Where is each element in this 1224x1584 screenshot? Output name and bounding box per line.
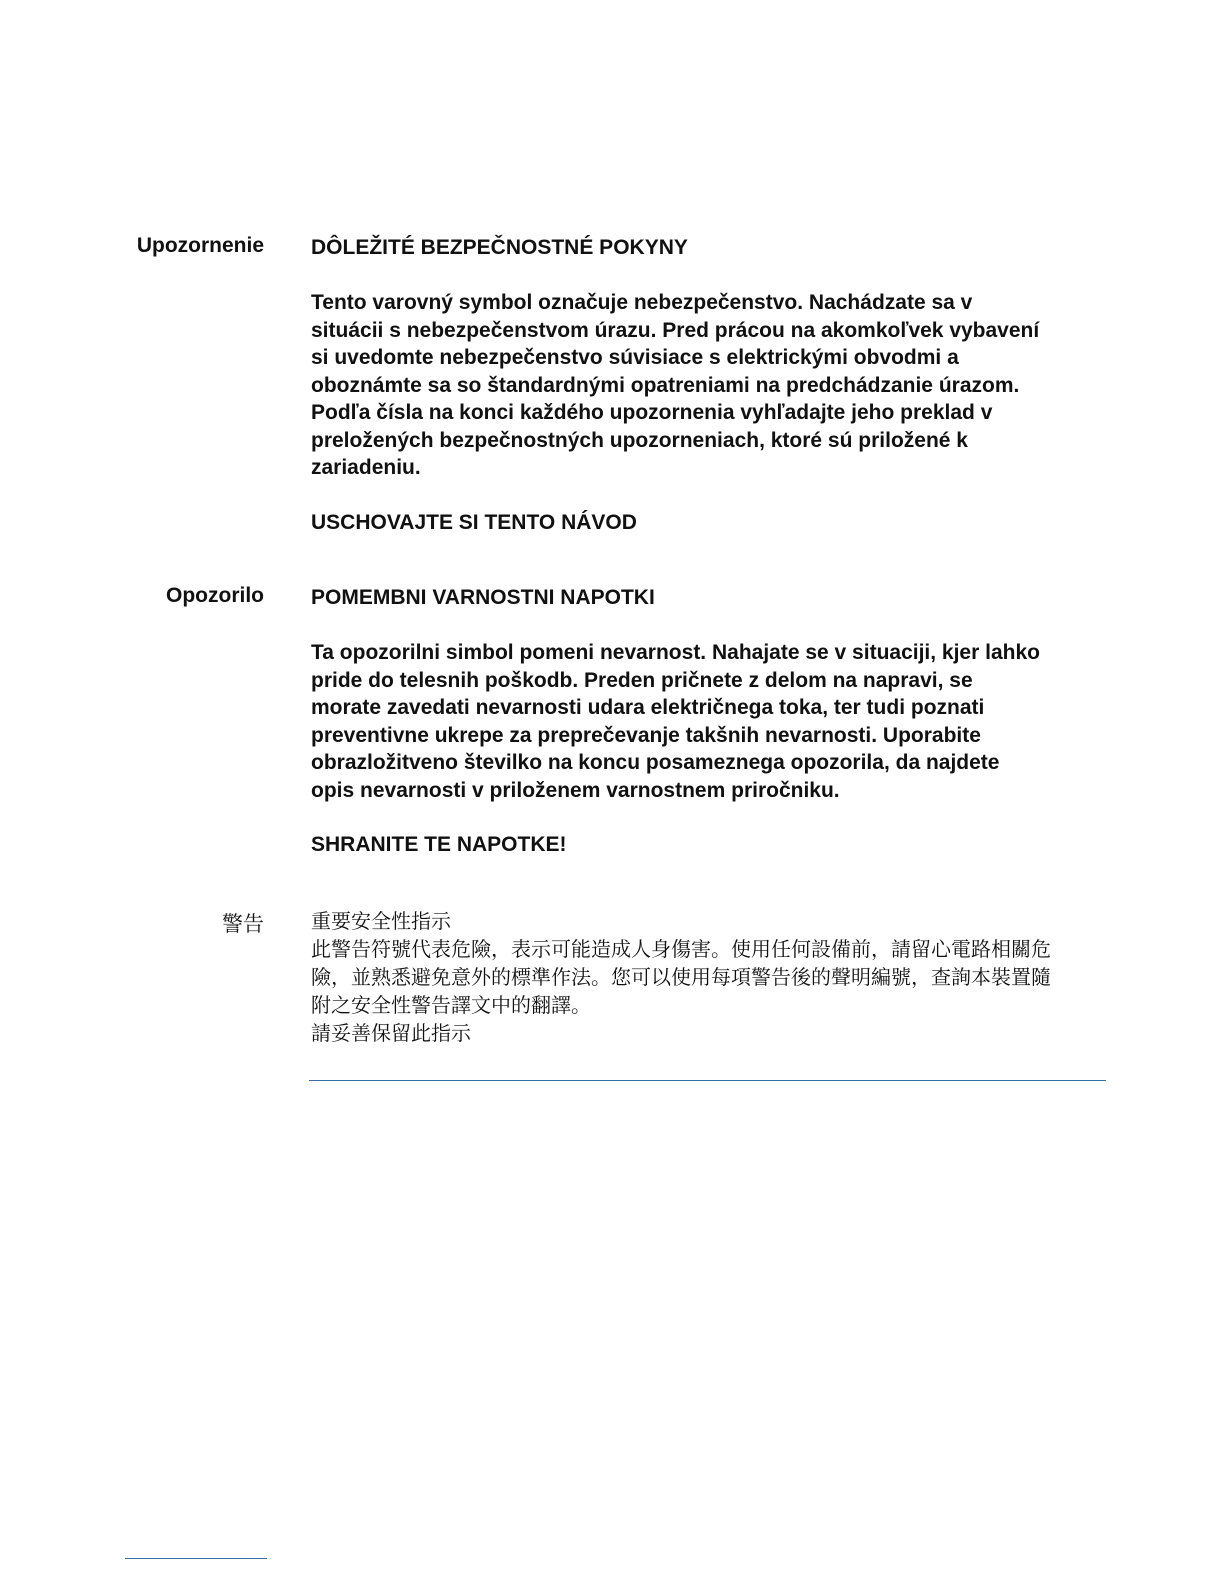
- body-line: preložených bezpečnostných upozorneniach, ktoré sú priložené k: [311, 428, 968, 452]
- body-line: Ta opozorilni simbol pomeni nevarnost. Nahajate se v situaciji, kjer lahko: [311, 641, 1040, 664]
- body-line: opis nevarnosti v priloženem varnostnem priročniku.: [311, 778, 840, 802]
- body-line: Tento varovný symbol označuje nebezpečenstvo. Nachádzate sa v: [311, 291, 973, 314]
- section-content: [311, 584, 1111, 859]
- body-line: 此警告符號代表危險，表示可能造成人身傷害。使用任何設備前，請留心電路相關危: [311, 939, 1051, 961]
- body-line: pride do telesnih poškodb. Preden pričnete z delom na napravi, se: [311, 668, 973, 692]
- section-body: [311, 639, 1111, 804]
- section-content: [311, 908, 1111, 1048]
- body-line: obrazložitveno številko na koncu posameznega opozorila, da najdete: [311, 751, 1000, 774]
- section-closing: USCHOVAJTE SI TENTO NÁVOD: [311, 510, 637, 534]
- body-line: 險，並熟悉避免意外的標準作法。您可以使用每項警告後的聲明編號，查詢本裝置隨: [311, 967, 1051, 989]
- body-line: Podľa čísla na konci každého upozornenia vyhľadajte jeho preklad v: [311, 401, 993, 424]
- body-line: situácii s nebezpečenstvom úrazu. Pred prácou na akomkoľvek vybavení: [311, 318, 1040, 342]
- body-line: morate zavedati nevarnosti udara električnega toka, ter tudi poznati: [311, 696, 985, 719]
- footer-rule: [125, 1558, 267, 1559]
- section-body: [311, 289, 1111, 482]
- section-heading: 重要安全性指示: [311, 911, 451, 933]
- section-label: 警告: [222, 913, 264, 936]
- section-divider: [309, 1080, 1106, 1081]
- body-line: zariadeniu.: [311, 456, 421, 479]
- section-heading: DÔLEŽITÉ BEZPEČNOSTNÉ POKYNY: [311, 236, 688, 259]
- body-line: si uvedomte nebezpečenstvo súvisiace s elektrickými obvodmi a: [311, 346, 959, 369]
- body-line: 附之安全性警告譯文中的翻譯。: [311, 995, 591, 1017]
- section-content: [311, 234, 1111, 537]
- section-closing: 請妥善保留此指示: [311, 1023, 471, 1045]
- section-body: [311, 908, 1111, 1048]
- section-label: Upozornenie: [136, 234, 264, 257]
- body-line: oboznámte sa so štandardnými opatreniami na predchádzanie úrazom.: [311, 373, 1020, 397]
- section-label: Opozorilo: [166, 584, 264, 607]
- section-closing: SHRANITE TE NAPOTKE!: [311, 833, 567, 856]
- section-heading: POMEMBNI VARNOSTNI NAPOTKI: [311, 586, 655, 609]
- body-line: preventivne ukrepe za preprečevanje takšnih nevarnosti. Uporabite: [311, 723, 981, 747]
